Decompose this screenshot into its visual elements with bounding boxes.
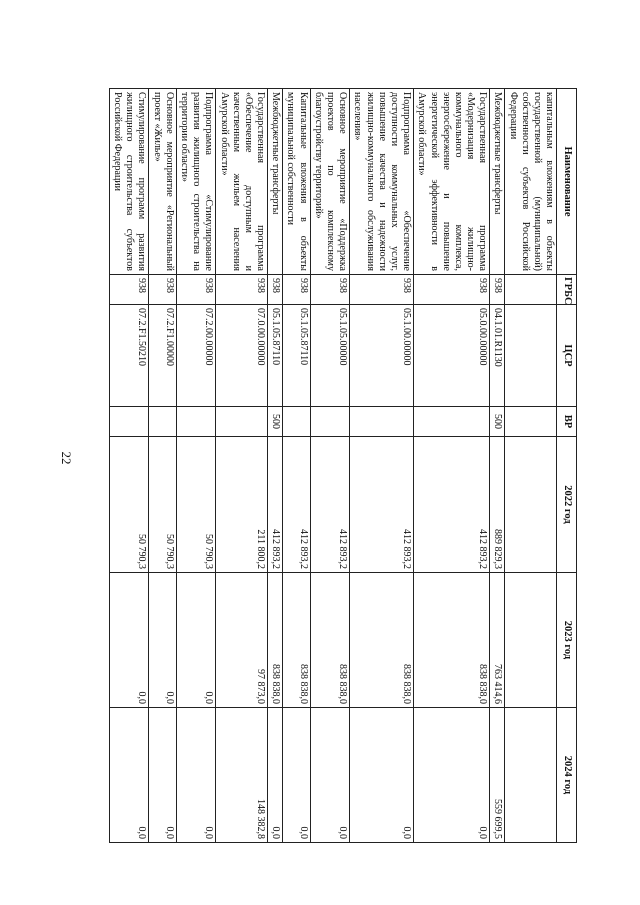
table-row	[176, 89, 216, 843]
cell-name: Государственная программа «Модернизация жилищно-коммунального комплекса, энергосбережение и повышение энергетической эффективности в Амурской области»	[414, 89, 490, 275]
cell-vr	[149, 407, 176, 437]
table-row	[505, 89, 557, 843]
cell-vr	[414, 407, 490, 437]
table-row	[310, 89, 350, 843]
cell-name: Межбюджетные трансферты	[268, 89, 283, 275]
cell-value: 211 800,2	[255, 529, 267, 569]
cell-value: 50 790,3	[203, 534, 215, 569]
cell-2024	[176, 708, 216, 843]
cell-value: 0,0	[203, 826, 215, 839]
cell-value: 0,0	[136, 826, 148, 839]
cell-csr	[505, 305, 557, 407]
cell-2023	[414, 573, 490, 708]
cell-grbs: 938	[310, 275, 350, 305]
cell-2022	[310, 437, 350, 573]
header-2022: 2022 год	[557, 437, 577, 573]
cell-vr	[216, 407, 268, 437]
cell-value: 838 838,0	[297, 664, 309, 704]
cell-value: 0,0	[203, 691, 215, 704]
cell-2023	[505, 573, 557, 708]
table-header-row	[557, 89, 577, 843]
cell-value: 0,0	[136, 691, 148, 704]
cell-grbs: 938	[216, 275, 268, 305]
cell-2022	[505, 437, 557, 573]
cell-vr	[310, 407, 350, 437]
cell-2024	[505, 708, 557, 843]
cell-value: 97 873,0	[255, 669, 267, 704]
cell-name: Основное мероприятие «Поддержка проектов по комплексному благоустройству территорий»	[310, 89, 350, 275]
cell-grbs: 938	[268, 275, 283, 305]
budget-table-rotated	[109, 88, 577, 842]
table-row	[109, 89, 149, 843]
cell-vr: 500	[268, 407, 283, 437]
table-row	[414, 89, 490, 843]
cell-2022	[216, 437, 268, 573]
budget-table	[109, 88, 577, 843]
header-name: Наименование	[557, 89, 577, 275]
cell-value: 412 893,2	[337, 529, 349, 569]
cell-2022	[350, 437, 414, 573]
cell-2023	[268, 573, 283, 708]
cell-value: 838 838,0	[337, 664, 349, 704]
cell-2024	[490, 708, 505, 843]
cell-value: 50 790,3	[136, 534, 148, 569]
cell-name: Капитальные вложения в объекты муниципальной собственности	[283, 89, 310, 275]
cell-value: 0,0	[337, 826, 349, 839]
cell-2023	[109, 573, 149, 708]
cell-csr: 05.0.00.00000	[414, 305, 490, 407]
cell-vr	[350, 407, 414, 437]
cell-2023	[490, 573, 505, 708]
cell-name: Межбюджетные трансферты	[490, 89, 505, 275]
cell-2024	[149, 708, 176, 843]
cell-csr: 05.1.05.87110	[283, 305, 310, 407]
cell-grbs: 938	[283, 275, 310, 305]
cell-2024	[414, 708, 490, 843]
cell-grbs: 938	[109, 275, 149, 305]
cell-value: 889 829,3	[492, 529, 504, 569]
cell-value: 0,0	[477, 826, 489, 839]
cell-value: 412 893,2	[297, 529, 309, 569]
cell-name: капитальным вложениям в объекты государственной (муниципальной) собственности субъектов Российской Федерации	[505, 89, 557, 275]
cell-csr: 05.1.05.00000	[310, 305, 350, 407]
header-2024: 2024 год	[557, 708, 577, 843]
header-grbs: ГРБС	[557, 275, 577, 305]
cell-name: Государственная программа «Обеспечение доступным и качественным жильем населения Амурской области»	[216, 89, 268, 275]
cell-value: 763 414,6	[492, 664, 504, 704]
cell-2023	[350, 573, 414, 708]
cell-csr: 07.2.F1.00000	[149, 305, 176, 407]
cell-grbs: 938	[350, 275, 414, 305]
cell-csr: 05.1.05.87110	[268, 305, 283, 407]
cell-2024	[350, 708, 414, 843]
cell-grbs: 938	[414, 275, 490, 305]
cell-value: 148 382,8	[255, 799, 267, 839]
cell-value: 0,0	[270, 826, 282, 839]
cell-value: 412 893,2	[270, 529, 282, 569]
cell-value: 50 790,3	[163, 534, 175, 569]
cell-vr	[283, 407, 310, 437]
cell-2022	[414, 437, 490, 573]
cell-2022	[268, 437, 283, 573]
cell-grbs: 938	[490, 275, 505, 305]
cell-vr	[176, 407, 216, 437]
cell-csr: 07.0.00.00000	[216, 305, 268, 407]
cell-value: 0,0	[163, 826, 175, 839]
cell-value: 412 893,2	[401, 529, 413, 569]
cell-name: Подпрограмма «Обеспечение доступности коммунальных услуг, повышение качества и надежности жилищно-коммунального обслуживания населения»	[350, 89, 414, 275]
cell-vr	[109, 407, 149, 437]
cell-name: Стимулирование программ развития жилищного строительства субъектов Российской Федерации	[109, 89, 149, 275]
cell-value: 838 838,0	[477, 664, 489, 704]
table-row	[149, 89, 176, 843]
cell-name: Подпрограмма «Стимулирование развития жилищного строительства на территории области»	[176, 89, 216, 275]
cell-2023	[310, 573, 350, 708]
cell-grbs: 938	[176, 275, 216, 305]
cell-2024	[268, 708, 283, 843]
table-body	[109, 89, 556, 843]
cell-2024	[310, 708, 350, 843]
cell-2022	[490, 437, 505, 573]
cell-2024	[216, 708, 268, 843]
header-2023: 2023 год	[557, 573, 577, 708]
cell-2022	[283, 437, 310, 573]
cell-value: 0,0	[401, 826, 413, 839]
cell-grbs	[505, 275, 557, 305]
cell-value: 838 838,0	[401, 664, 413, 704]
cell-2023	[176, 573, 216, 708]
cell-value: 0,0	[163, 691, 175, 704]
cell-2024	[283, 708, 310, 843]
cell-vr: 500	[490, 407, 505, 437]
cell-csr: 05.1.00.00000	[350, 305, 414, 407]
cell-2022	[109, 437, 149, 573]
cell-2023	[283, 573, 310, 708]
header-csr: ЦСР	[557, 305, 577, 407]
cell-2022	[149, 437, 176, 573]
cell-csr: 07.2.00.00000	[176, 305, 216, 407]
cell-name: Основное мероприятие «Региональный проект «Жилье»	[149, 89, 176, 275]
table-row	[216, 89, 268, 843]
table-row	[490, 89, 505, 843]
page-number: 22	[59, 451, 74, 465]
cell-value: 0,0	[297, 826, 309, 839]
cell-grbs: 938	[149, 275, 176, 305]
cell-2023	[149, 573, 176, 708]
table-row	[350, 89, 414, 843]
cell-value: 838 838,0	[270, 664, 282, 704]
cell-2024	[109, 708, 149, 843]
cell-value: 559 699,5	[492, 799, 504, 839]
table-row	[283, 89, 310, 843]
cell-2022	[176, 437, 216, 573]
header-vr: ВР	[557, 407, 577, 437]
cell-value: 412 893,2	[477, 529, 489, 569]
cell-csr: 07.2.F1.50210	[109, 305, 149, 407]
table-row	[268, 89, 283, 843]
cell-2023	[216, 573, 268, 708]
cell-vr	[505, 407, 557, 437]
cell-csr: 04.1.01.R1130	[490, 305, 505, 407]
